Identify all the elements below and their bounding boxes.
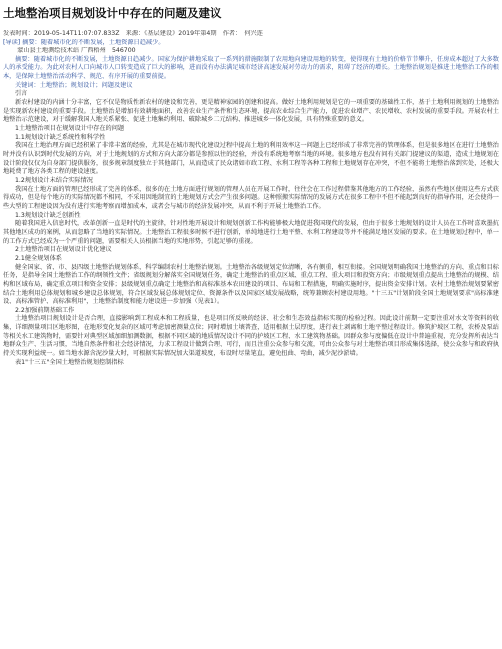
intro-heading: 引言: [15, 90, 28, 98]
publication-meta: 发表时间：2019-05-14T11:07:07.833Z 来源：《基层建设》2019年第4期 作者： 何兴连: [3, 30, 263, 37]
section-1-heading: 1土地整治项目在规划设计中存在的问题: [15, 125, 125, 133]
keywords: 关键词：土地整治；规划设计；问题及建议: [15, 81, 133, 89]
section-2-2-heading: 2.2加强前期基础工作: [15, 306, 75, 314]
section-2-1-body: 健全国家、省、市、县四级土地整治规划体系，科学编制农村土地整治规划。土地整治各级规划定位清晰，各有侧重，相互衔接。全国规划明确我国土地整治的方向、重点和目标任务，是指导全国土地整治工作的纲领性文件；省级规划分解落实全国规划任务，确定土地整治的重点区域、重点工程、重大项目和投资方向；市级规划重点提出土地整治的规模、结构和区域布局，确定重点项目和资金安排；县级规划重点确定土地整治和高标准基本农田建设的项目、布局和工程措施，明确实施时序，提出资金安排计划。农村土地整治规划要紧密结合土地利用总体规划和城乡建设总体规划，符合区域发展总体规划定位、资源条件以及国家区域发展战略，统筹兼顾农村建设用地。"十三五"计划阶段全国土地规划要求"高标准建设、高标准管护、高标准利用"，土地整治制度和能力建设进一步加强（见表1）。: [3, 263, 499, 306]
section-1-3-body: 随着我国进入信息时代，改革创新一直是时代的主旋律，针对性地开展设计和规划创新工作构能够极大地促进我国现代的发展，但由于很多土地规划的设计人员在工作时喜欢墨抗其他地区成功的案例，从而忽略了当地的实际情况。土地整治工程很多时候不进行创新，单纯地进行土地平整、水利工程建设等并不能满足地区发展的要求。在土地规划过程中，单一的工作方式已经成为一个严重的问题，需要相关人员根据当地的实地形势，引起足够的重视。: [3, 220, 499, 245]
article-title: 土地整治项目规划设计中存在的问题及建议: [3, 6, 222, 20]
table-caption: 表1"十三五"全国土地整治规划控制指标: [15, 358, 124, 366]
section-2-heading: 2土地整治项目在规划设计优化建议: [15, 246, 112, 254]
abstract-body: 摘要：随着城市化的不断发展，土地资源日趋减少。国家为保护耕地采取了一系列的措施限制了农用地向建设用地的转变，使得现有土地的价格节节攀升，任房成本超过了大多数人的承受能力。为此对农村人口向城市人口转变造成了巨大的影响，进而没有办法满足城市经济高速发展对劳动力的需求，阻碍了经济的增长。土地整治规划是推进土地整治工作的根本，是保障土地整治活动科学、规范、有序开展的重要前提。: [3, 55, 499, 81]
section-1-1-body: 我国在土地治理方面已经积累了非常丰富的经验，尤其是在城市现代化建设过程中提高土地的利用效率这一问题上已经形成了非常完善的管理体系，但是很多地区在进行土地整治时并没有认识到时代发展的方向，对于土地规划的方式和方向大部分都是参照以往的经验，并没有系统地考察当地的环境。很多地方也没有问有关部门提建议的渠道，造成土地规划在设计阶段仅仅为自身部门提供服务，很多规章制度独立于其他部门，从而造成了民众诸如市政工程、水利工程等各种工程和土地规划存在冲突，不但不能将土地整治落到实处，还极大地耗费了地方各类工程的建设速度。: [3, 142, 499, 176]
section-1-1-heading: 1.1规划设计缺乏系统性和科学性: [15, 133, 106, 141]
lead-abstract: [导读] 摘要：随着城市化的不断发展，土地资源日趋减少。: [3, 38, 165, 46]
author-affiliation: 蒙山县土地测绘技术站 广西梧州 546700: [11, 47, 136, 55]
intro-body: 新农村建设的内涵十分丰富，它不仅是物质性新农村的建设和完善，更是精神家园的创建和提高。做好土地利用规划是它的一项重要的基础性工作，基于土地利用规划的土地整治是实现新农村建设的重要手段。土地整治是增加有效耕地面积，改善农业生产条件和生态环境，提高农业综合生产能力，促进农业增产、农民增收、农村发展的重要手段。开展农村土地整治示范建设，对于缓解我国人地关系紧张、促进土地集约利用、破除城乡二元结构、推进城乡一体化发展，具有特殊重要的意义。: [3, 99, 499, 124]
section-1-2-heading: 1.2规划设计未结合实际情况: [15, 176, 93, 184]
section-1-3-heading: 1.3规划设计缺乏创新性: [15, 211, 81, 219]
section-1-2-body: 我国在土地方面的管理已经形成了完善的体系，很多的在土地方面进行规划的管理人员在开展工作时，往往会在工作过程借鉴其他地方的工作经验，虽然有些地区使用这些方式获得成功，但是每个地方的实际情况都不相同，不采用因地制宜的土地规划方式会产生很多问题。这种照搬实际情况的发展方式在很多工程中不但不能起到良好的指导作用，还会使得一些大型的工程建设因为没有进行实地考察而增加成本，或者会与城市的经济发展冲突，从而不利于开展土地整治工作。: [3, 185, 499, 210]
section-2-2-body: 土地整治项目规划设计是否合理，直接影响到工程成本和工程质量，也是项目所反映的经济、社会和生态效益指标实现的检验过程。因此设计前期一定要注重对水文等资料的收集，详细测量项目区地形图，在地形变化复杂的区域可考虑加密测量点位；同时增加土壤普查，适用根据土层厚度，进行表土剥离和土地平整过程设计。修筑护坡区工程，农桥及泵站等相关水工建筑物时，需要针对典型区域加细加测数据，根据不同区域的地质情况设计不同的护坡区工程、水工建筑物基础。因群众参与度偏低在设计中普遍重视，充分发挥所表达当地群众生产、生活习惯，当地自然条件和社会经济情况，力求工程设计做到合理、可行，而且注重公众参与和交流，可由公众参与对土地整治项目形成集体选择，使公众参与和政府执持关实现利益统一。如当地水源含泥沙量大时，可根据实际情况加大渠道坡度，布设时尽量笔直，避免扭曲、弯曲，减少泥沙淤墙。: [3, 315, 499, 358]
section-2-1-heading: 2.1健全规划体系: [15, 254, 62, 262]
